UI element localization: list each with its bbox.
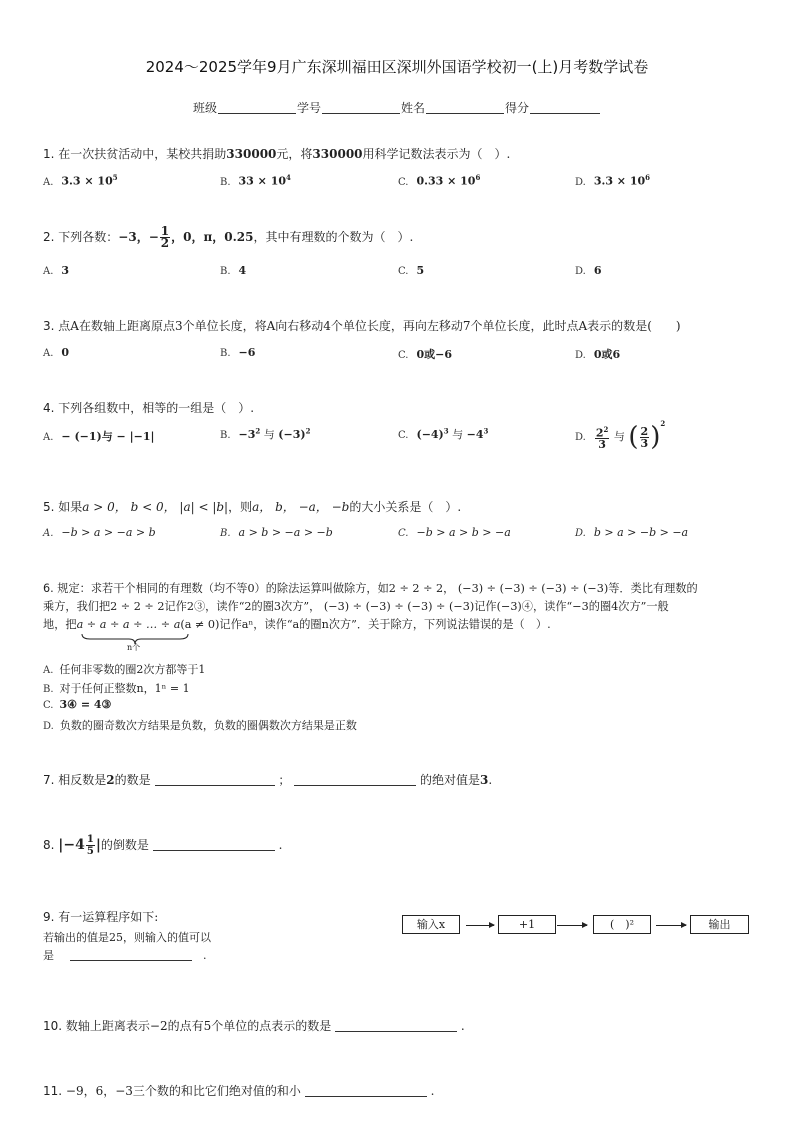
option-exponent: 6 <box>645 173 651 182</box>
option-text: (−3) <box>278 428 306 441</box>
option-exponent: 4 <box>286 173 291 182</box>
exponent: 3 <box>443 426 449 436</box>
denominator: 2 <box>160 236 170 250</box>
exponent: 2 <box>660 419 666 428</box>
option-label: B. <box>220 528 231 539</box>
option-label: B. <box>220 348 231 359</box>
option-text: −b > a > b > −a <box>416 526 511 539</box>
q4-option-c[interactable] <box>398 426 488 442</box>
question-number: 7. <box>43 773 55 787</box>
page-title: 2024～2025学年9月广东深圳福田区深圳外国语学校初一(上)月考数学试卷 <box>145 58 649 76</box>
numerator: 2 <box>640 424 649 438</box>
separator: ； <box>278 773 291 787</box>
question-11 <box>43 1082 434 1100</box>
stem-text: 有一运算程序如下: <box>58 910 159 924</box>
exponent: 2 <box>305 426 311 436</box>
option-label: C. <box>398 528 409 539</box>
answer-blank[interactable] <box>153 838 275 851</box>
option-text: 6 <box>593 264 602 277</box>
question-number: 9. <box>43 910 55 924</box>
question-6-line-1 <box>43 580 763 598</box>
question-10-stem <box>43 1017 465 1035</box>
q5-option-b[interactable] <box>220 526 333 539</box>
flow-arrow-icon <box>656 925 686 926</box>
q6-option-b[interactable] <box>43 680 190 696</box>
condition: a > 0， b < 0， |a| < |b| <box>82 500 229 514</box>
name-blank[interactable] <box>426 101 504 114</box>
option-label: B. <box>220 430 231 441</box>
stem-text: −9，6，−3三个数的和比它们绝对值的和小 <box>65 1084 301 1098</box>
score-label: 得分 <box>505 101 530 115</box>
answer-blank[interactable] <box>70 948 192 961</box>
stem-text: 点A在数轴上距离原点3个单位长度，将A向右移动4个单位长度，再向左移动7个单位长度，此时点A表示的数是( ) <box>58 319 681 333</box>
right-paren: ) <box>650 422 661 452</box>
option-text: a > b > −a > −b <box>238 526 333 539</box>
option-text: 3④ = 4③ <box>59 698 112 711</box>
stem-text: 地，把 <box>43 618 77 631</box>
stem-text: 用科学记数法表示为（ ）. <box>362 147 511 161</box>
q2-option-d[interactable] <box>575 264 602 277</box>
q5-option-c[interactable] <box>398 526 511 539</box>
amount: 330000 <box>312 147 363 161</box>
name-label: 姓名 <box>401 101 426 115</box>
option-label: D. <box>575 266 586 277</box>
stem-text: 的倒数是 <box>100 838 149 852</box>
q2-option-b[interactable] <box>220 264 246 277</box>
stem-text: ，则 <box>228 500 253 514</box>
q3-option-c[interactable] <box>398 346 452 362</box>
stem-text: 在一次扶贫活动中，某校共捐助 <box>58 147 227 161</box>
answer-blank-2[interactable] <box>294 773 416 786</box>
id-blank[interactable] <box>322 101 400 114</box>
option-text: −6 <box>238 346 256 359</box>
option-label: A. <box>43 266 54 277</box>
flow-arrow-icon <box>466 925 494 926</box>
option-label: C. <box>398 350 409 361</box>
connector: 与 <box>613 430 625 443</box>
abs-expression: |−4 <box>58 837 85 853</box>
option-text: 0或−6 <box>416 348 453 361</box>
question-1 <box>43 145 510 163</box>
stem-text: ，其中有理数的个数为（ ）. <box>253 230 414 244</box>
option-text: 33 × 10 <box>238 174 287 188</box>
number: 2 <box>106 773 115 787</box>
flow-box-output: 输出 <box>690 915 749 934</box>
numerator-base: 2 <box>595 426 604 440</box>
stem-text: 的大小关系是（ ）. <box>349 500 462 514</box>
q3-option-a[interactable] <box>43 346 69 359</box>
flow-box-square: ( )² <box>593 915 651 934</box>
option-label: C. <box>398 266 409 277</box>
option-text: b > a > −b > −a <box>593 526 689 539</box>
question-9-answer-line <box>43 947 211 965</box>
abs-bar: | <box>95 837 101 853</box>
question-4 <box>43 399 254 417</box>
exponent: 2 <box>255 426 261 436</box>
number: −3， <box>118 230 149 244</box>
question-3-stem <box>43 317 681 335</box>
q4-option-b[interactable] <box>220 426 310 442</box>
denominator: 3 <box>598 438 606 452</box>
q1-option-b[interactable] <box>220 173 291 188</box>
flow-box-plus-one: +1 <box>498 915 556 934</box>
question-7 <box>43 771 492 789</box>
denominator: 5 <box>86 846 94 857</box>
question-2 <box>43 226 413 249</box>
period: . <box>488 773 493 787</box>
fraction-two-thirds <box>640 426 650 449</box>
class-label: 班级 <box>192 101 217 115</box>
answer-blank[interactable] <box>305 1084 427 1097</box>
q6-option-a[interactable] <box>43 661 205 677</box>
option-text: −b > a > −a > b <box>61 526 156 539</box>
option-exponent: 5 <box>112 173 118 182</box>
option-label: C. <box>398 430 409 441</box>
question-number: 6. <box>43 582 54 595</box>
question-6-line-3 <box>43 616 763 634</box>
option-text: 对于任何正整数n，1ⁿ = 1 <box>59 682 190 695</box>
option-text: 0或6 <box>593 348 621 361</box>
option-text: 3 <box>61 264 70 277</box>
option-text: 任何非零数的圈2次方都等于1 <box>59 663 206 676</box>
option-label: C. <box>43 700 54 711</box>
q3-option-b[interactable] <box>220 346 255 359</box>
variables: a， b， −a， −b <box>252 500 350 514</box>
option-label: C. <box>398 176 409 188</box>
id-label: 学号 <box>296 101 321 115</box>
option-text: 5 <box>416 264 425 277</box>
option-label: A. <box>43 348 54 359</box>
stem-text: (a ≠ 0)记作aⁿ，读作“a的圈n次方”．关于除方，下列说法错误的是（ ）. <box>180 618 551 631</box>
question-6 <box>43 580 763 634</box>
option-label: A. <box>43 528 54 539</box>
option-text: 0 <box>61 346 70 359</box>
option-text: 3.3 × 10 <box>61 174 113 188</box>
left-paren: ( <box>628 422 639 452</box>
period: . <box>430 1084 435 1098</box>
numbers: ，0，π，0.25 <box>171 230 254 244</box>
stem-text: 元，将 <box>276 147 313 161</box>
question-number: 4. <box>43 401 55 415</box>
option-label: A. <box>43 432 54 443</box>
option-label: A. <box>43 665 54 676</box>
q2-option-a[interactable] <box>43 264 69 277</box>
q1-option-c[interactable] <box>398 173 480 188</box>
q5-option-a[interactable] <box>43 526 156 539</box>
question-9 <box>43 908 211 965</box>
connector: 与 <box>263 428 275 441</box>
minus-sign: − <box>148 230 159 244</box>
question-number: 1. <box>43 147 55 161</box>
answer-blank[interactable] <box>335 1019 457 1032</box>
numerator <box>595 424 610 440</box>
option-label: B. <box>220 266 231 277</box>
stem-text: 的数是 <box>114 773 151 787</box>
stem-text: 是 <box>43 949 54 962</box>
option-text: 4 <box>238 264 247 277</box>
option-label: D. <box>575 176 586 188</box>
stem-text: 规定：求若干个相同的有理数（均不等0）的除法运算叫做除方，如2 ÷ 2 ÷ 2， (−3) ÷ (−3) ÷ (−3) ÷ (−3)等．类比有理数的 <box>57 582 698 595</box>
stem-text: 下列各数： <box>58 230 119 244</box>
stem-text: 下列各组数中，相等的一组是（ ）. <box>58 401 255 415</box>
q5-option-d[interactable] <box>575 526 688 539</box>
brace-label: n个 <box>127 643 141 652</box>
number: 3 <box>480 773 489 787</box>
question-number: 2. <box>43 230 55 244</box>
option-text: − (−1)与 − |−1| <box>61 430 155 443</box>
student-info-line <box>0 99 794 116</box>
question-number: 10. <box>43 1019 63 1033</box>
option-label: D. <box>575 350 586 361</box>
q2-option-c[interactable] <box>398 264 424 277</box>
q1-option-d[interactable] <box>575 173 650 188</box>
fraction-two-squared-over-three <box>595 424 610 451</box>
q4-option-d[interactable] <box>575 419 665 452</box>
question-4-stem <box>43 399 254 417</box>
option-label: D. <box>575 528 586 539</box>
q4-option-a[interactable] <box>43 428 154 444</box>
score-blank[interactable] <box>530 101 600 114</box>
stem-text: 如果 <box>58 500 83 514</box>
amount: 330000 <box>226 147 277 161</box>
question-7-stem <box>43 771 492 789</box>
option-text: (−4) <box>416 428 444 441</box>
option-label: A. <box>43 176 54 188</box>
q3-option-d[interactable] <box>575 346 620 362</box>
question-11-stem <box>43 1082 434 1100</box>
question-1-stem <box>43 145 510 163</box>
question-6-line-2: 乘方，我们把2 ÷ 2 ÷ 2记作2③，读作“2的圈3次方”， (−3) ÷ (−3) ÷ (−3) ÷ (−3)记作(−3)④，读作“−3的圈4次方”一般 <box>43 600 669 613</box>
exponent: 2 <box>603 424 609 434</box>
option-text: −3 <box>238 428 256 441</box>
stem-text: 的绝对值是 <box>420 773 481 787</box>
question-8 <box>43 834 282 857</box>
option-label: B. <box>43 684 54 695</box>
answer-blank-1[interactable] <box>155 773 275 786</box>
period: . <box>460 1019 465 1033</box>
fraction-one-fifth <box>86 834 95 857</box>
stem-text: 若输出的值是25，则输入的值可以 <box>43 931 211 944</box>
question-8-stem <box>43 834 282 857</box>
option-exponent: 6 <box>475 173 481 182</box>
numerator: 1 <box>160 224 170 238</box>
option-label: D. <box>43 721 54 732</box>
flow-arrow-icon <box>557 925 587 926</box>
stem-text: 相反数是 <box>58 773 107 787</box>
denominator: 3 <box>640 436 649 450</box>
fraction-one-half <box>160 226 170 249</box>
question-3 <box>43 317 681 335</box>
period: . <box>278 838 283 852</box>
question-5 <box>43 498 461 516</box>
question-number: 5. <box>43 500 55 514</box>
q6-option-d[interactable] <box>43 717 357 733</box>
option-label: B. <box>220 176 231 188</box>
period: . <box>203 949 207 962</box>
option-label: D. <box>575 432 586 443</box>
option-text: −4 <box>466 428 484 441</box>
connector: 与 <box>452 428 464 441</box>
exponent: 3 <box>483 426 489 436</box>
option-text: 3.3 × 10 <box>593 174 646 188</box>
option-text: 负数的圈奇数次方结果是负数，负数的圈偶数次方结果是正数 <box>59 719 357 732</box>
question-number: 11. <box>43 1084 63 1098</box>
question-5-stem <box>43 498 461 516</box>
question-number: 8. <box>43 838 55 852</box>
division-expression: a ÷ a ÷ a ÷ … ÷ a <box>76 618 181 631</box>
option-text: 0.33 × 10 <box>416 174 476 188</box>
class-blank[interactable] <box>218 101 296 114</box>
question-9-stem <box>43 908 211 926</box>
question-10 <box>43 1017 465 1035</box>
q6-option-c[interactable] <box>43 698 111 711</box>
stem-text: 数轴上距离表示−2的点有5个单位的点表示的数是 <box>65 1019 332 1033</box>
q1-option-a[interactable] <box>43 173 118 188</box>
question-2-stem <box>43 226 413 249</box>
flow-box-input: 输入x <box>402 915 460 934</box>
question-number: 3. <box>43 319 55 333</box>
numerator: 1 <box>86 834 94 845</box>
